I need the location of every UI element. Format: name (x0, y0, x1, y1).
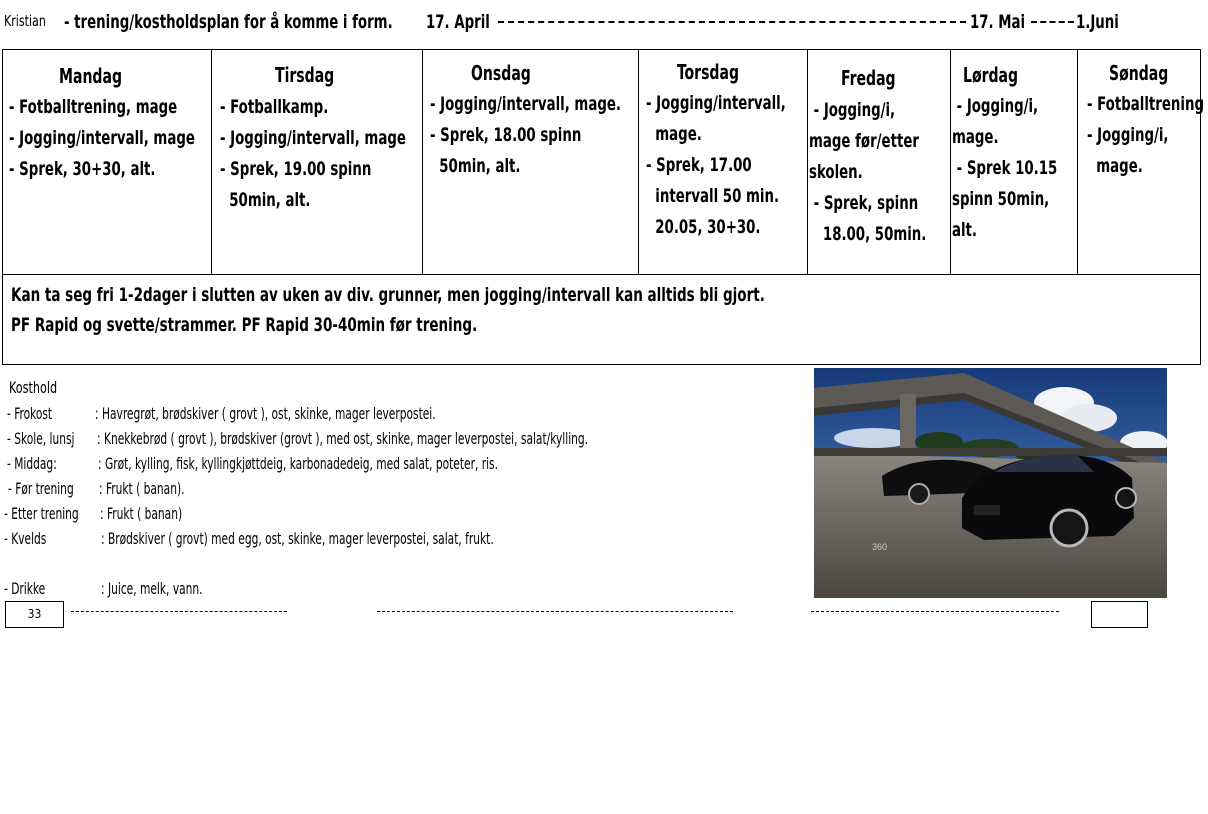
day-header-mandag: Mandag (59, 64, 122, 88)
kosthold-heading: Kosthold (9, 378, 58, 397)
day-header-sondag: Søndag (1109, 61, 1169, 85)
weekly-plan-table (2, 49, 1204, 275)
kost-label-lunsj: - Skole, lunsj (7, 429, 75, 448)
day-plan-fredag: - Jogging/i, mage før/etter skolen. - Sprek, spinn 18.00, 50min. (809, 99, 927, 245)
end-date: 1.Juni (1076, 11, 1119, 33)
day-plan-tirsdag: - Fotballkamp. - Jogging/intervall, mage - Sprek, 19.00 spinn 50min, alt. (220, 96, 406, 211)
kost-value-for-trening: : Frukt ( banan). (99, 479, 185, 498)
kost-label-drikke: - Drikke (4, 579, 46, 598)
kost-value-drikke: : Juice, melk, vann. (101, 579, 203, 598)
day-plan-lordag: - Jogging/i, mage. - Sprek 10.15 spinn 50min, alt. (952, 95, 1058, 241)
day-header-lordag: Lørdag (963, 63, 1019, 87)
day-plan-mandag: - Fotballtrening, mage - Jogging/intervall, mage - Sprek, 30+30, alt. (9, 96, 195, 180)
plan-title: - trening/kostholdsplan for å komme i form. (64, 11, 393, 33)
kost-value-frokost: : Havregrøt, brødskiver ( grovt ), ost, skinke, mager leverpostei. (95, 404, 436, 423)
column-divider (211, 50, 212, 274)
kost-label-middag: - Middag: (7, 454, 57, 473)
day-plan-torsdag: - Jogging/intervall, mage. - Sprek, 17.00 intervall 50 min. 20.05, 30+30. (646, 92, 786, 238)
car-photo (814, 368, 1167, 598)
day-header-fredag: Fredag (841, 66, 896, 90)
day-plan-sondag: - Fotballtrening - Jogging/i, mage. (1087, 93, 1204, 177)
kost-value-etter-trening: : Frukt ( banan) (100, 504, 183, 523)
column-divider (1077, 50, 1078, 274)
car-photo-illustration (814, 368, 1167, 598)
day-header-torsdag: Torsdag (677, 60, 739, 84)
column-divider (807, 50, 808, 274)
column-divider (638, 50, 639, 274)
page-number-box (5, 601, 64, 628)
timeline-dash-short (1031, 21, 1074, 23)
footer-dash (811, 611, 1059, 612)
note-line-2: PF Rapid og svette/strammer. PF Rapid 30-40min før trening. (11, 314, 478, 336)
start-date: 17. April (426, 11, 490, 33)
day-header-onsdag: Onsdag (471, 61, 531, 85)
kost-label-kvelds: - Kvelds (4, 529, 47, 548)
footer-dash (71, 611, 287, 612)
author-name: Kristian (4, 12, 46, 30)
timeline-dash (498, 21, 966, 23)
kost-value-lunsj: : Knekkebrød ( grovt ), brødskiver (grovt ), med ost, skinke, mager leverpostei, salat/kylling. (97, 429, 589, 448)
photo-watermark: 360 (872, 542, 888, 552)
day-header-tirsdag: Tirsdag (275, 63, 335, 87)
footer-dash (377, 611, 733, 612)
column-divider (950, 50, 951, 274)
kost-label-etter-trening: - Etter trening (4, 504, 79, 523)
day-plan-onsdag: - Jogging/intervall, mage. - Sprek, 18.00 spinn 50min, alt. (430, 93, 621, 177)
mid-date: 17. Mai (970, 11, 1026, 33)
empty-box (1091, 601, 1148, 628)
page-number: 33 (27, 607, 42, 621)
kost-value-middag: : Grøt, kylling, fisk, kyllingkjøttdeig, karbonadedeig, med salat, poteter, ris. (98, 454, 498, 473)
notes-box (2, 274, 1201, 365)
kost-label-for-trening: - Før trening (8, 479, 74, 498)
kost-value-kvelds: : Brødskiver ( grovt) med egg, ost, skinke, mager leverpostei, salat, frukt. (101, 529, 494, 548)
note-line-1: Kan ta seg fri 1-2dager i slutten av uken av div. grunner, men jogging/intervall kan alltids bli gjort. (11, 284, 765, 306)
column-divider (422, 50, 423, 274)
kost-label-frokost: - Frokost (7, 404, 53, 423)
